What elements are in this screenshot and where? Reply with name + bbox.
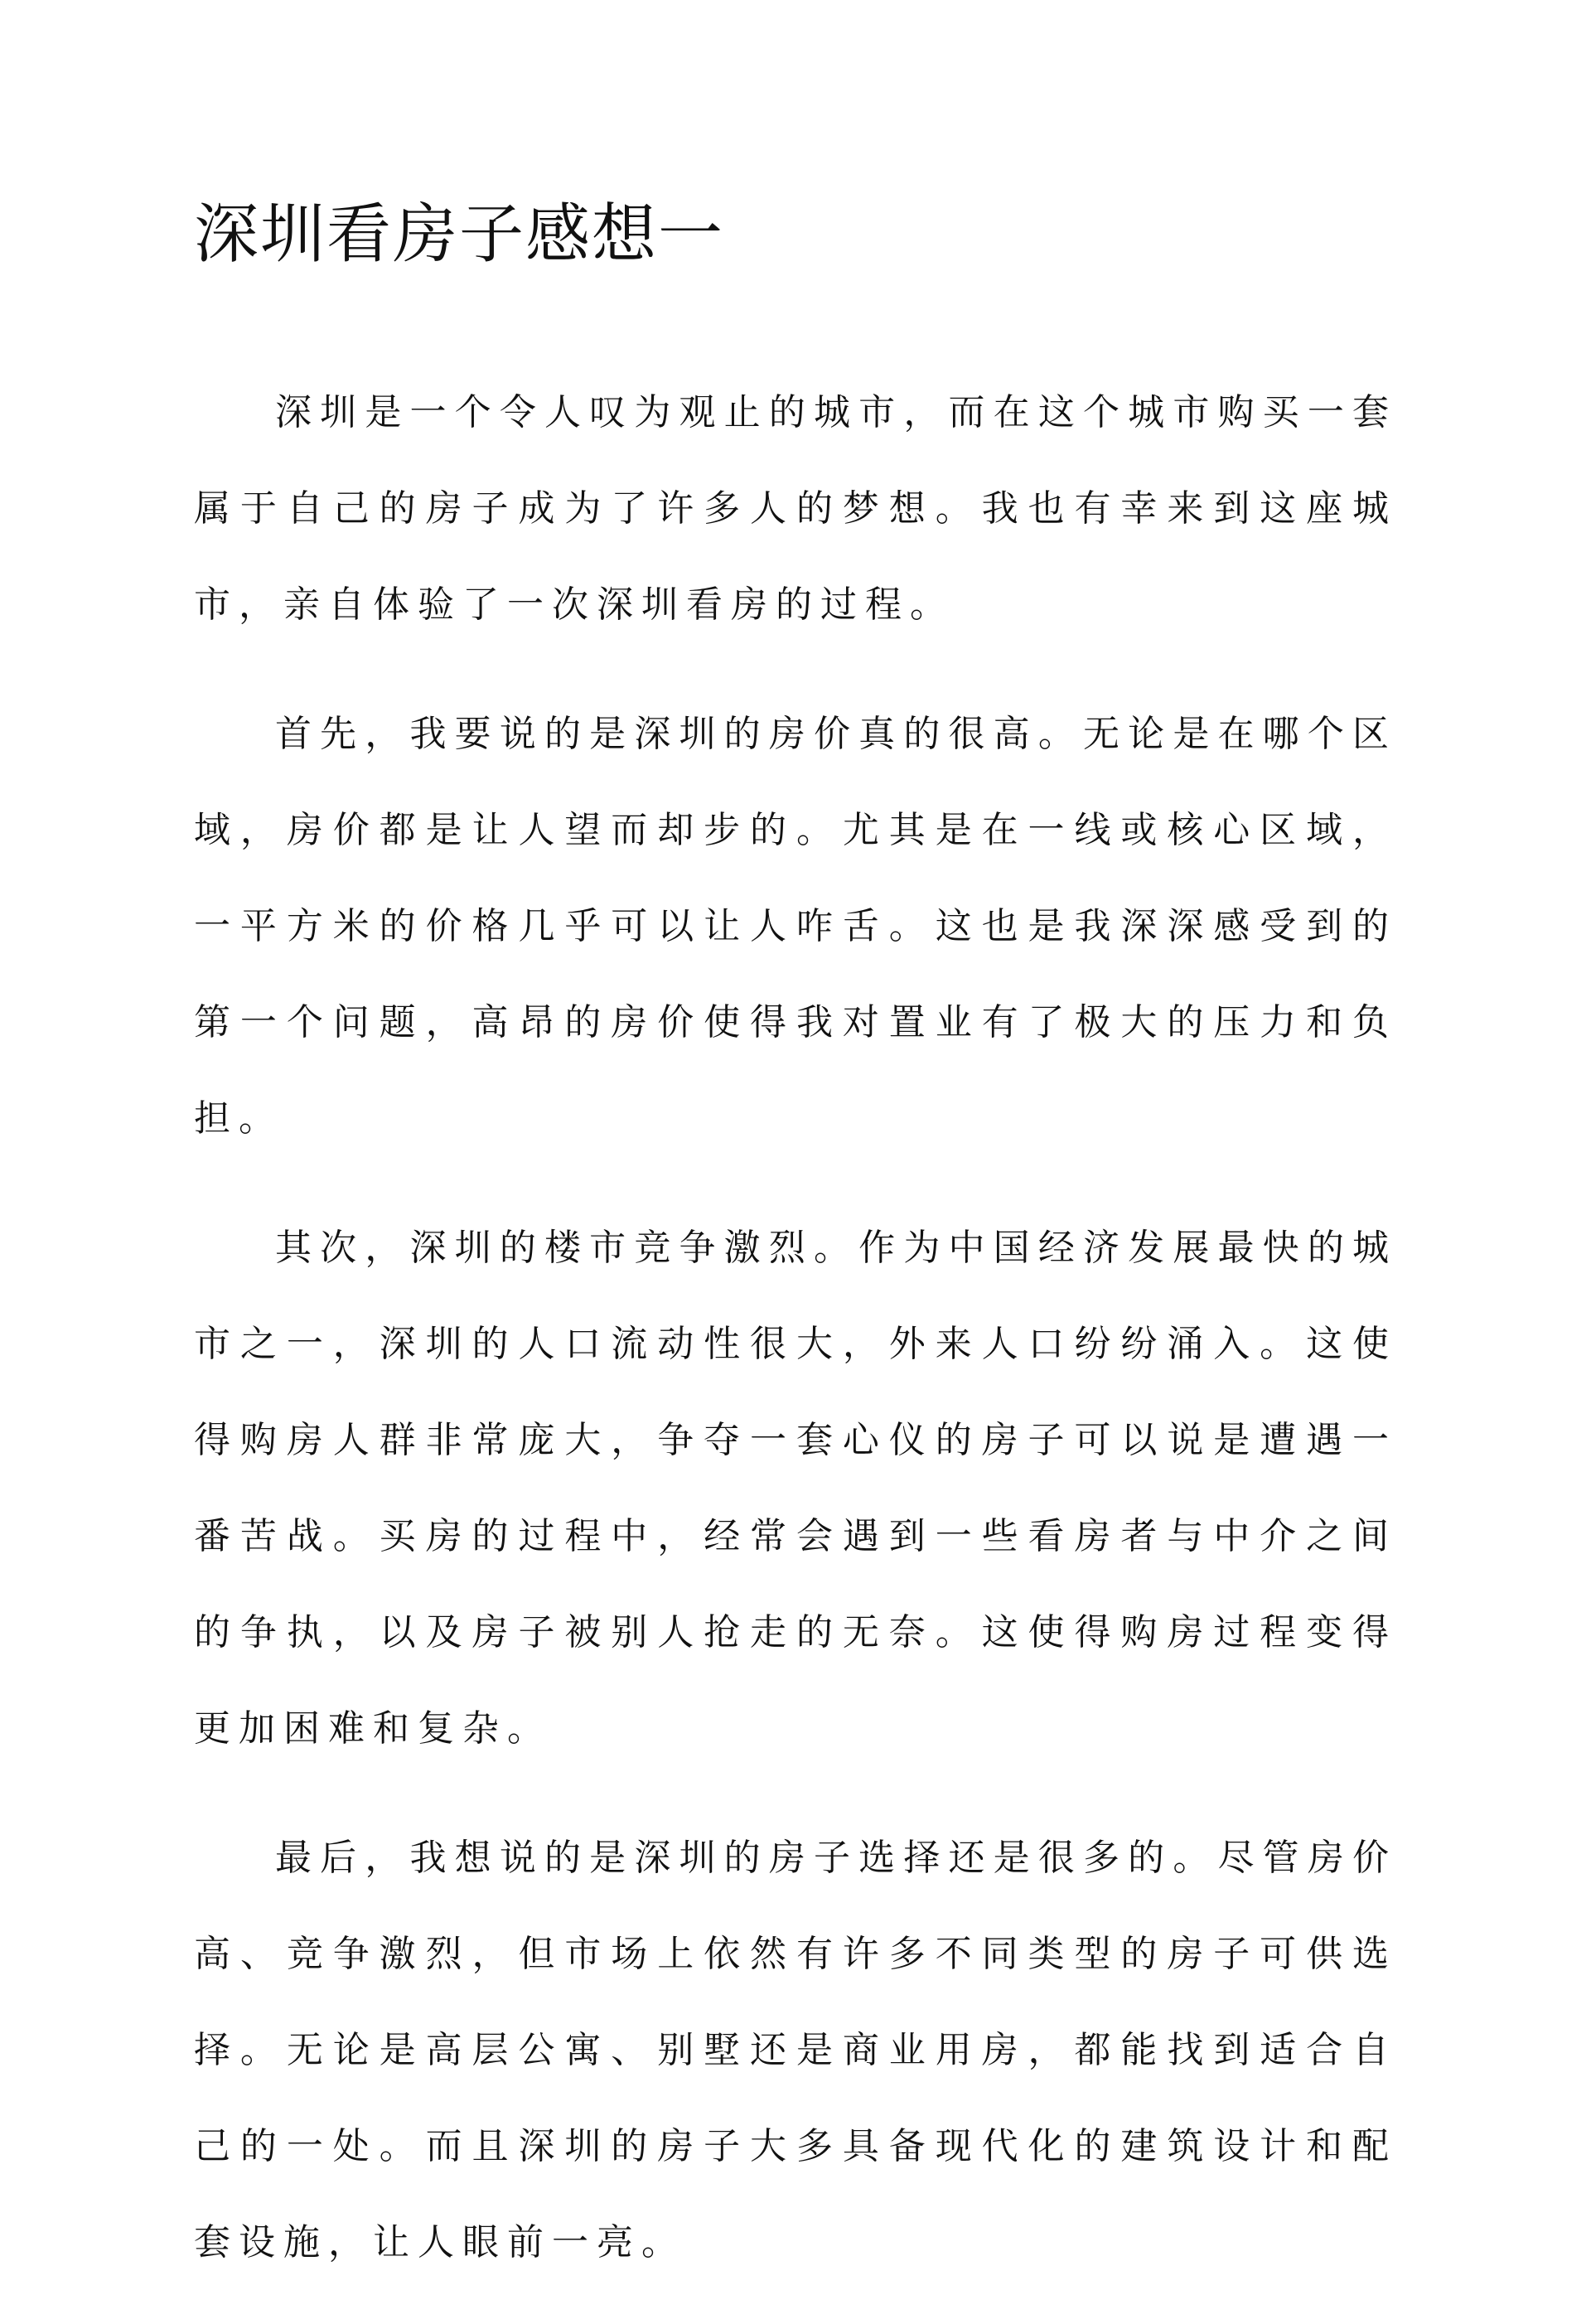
paragraph-price: 首先，我要说的是深圳的房价真的很高。无论是在哪个区域，房价都是让人望而却步的。尤其是在一线或核心区域，一平方米的价格几乎可以让人咋舌。这也是我深深感受到的第一个问题，高昂的房价使得我对置业有了极大的压力和负担。 <box>194 713 1397 1140</box>
paragraph-intro: 深圳是一个令人叹为观止的城市，而在这个城市购买一套属于自己的房子成为了许多人的梦想。我也有幸来到这座城市，亲自体验了一次深圳看房的过程。 <box>194 391 1397 626</box>
document-body <box>194 365 1397 2324</box>
paragraph-competition: 其次，深圳的楼市竞争激烈。作为中国经济发展最快的城市之一，深圳的人口流动性很大，外来人口纷纷涌入。这使得购房人群非常庞大，争夺一套心仪的房子可以说是遭遇一番苦战。买房的过程中，经常会遇到一些看房者与中介之间的争执，以及房子被别人抢走的无奈。这使得购房过程变得更加困难和复杂。 <box>194 1227 1397 1750</box>
document-title: 深圳看房子感想一 <box>194 197 725 272</box>
paragraph-choices: 最后，我想说的是深圳的房子选择还是很多的。尽管房价高、竞争激烈，但市场上依然有许多不同类型的房子可供选择。无论是高层公寓、别墅还是商业用房，都能找到适合自己的一处。而且深圳的房子大多具备现代化的建筑设计和配套设施，让人眼前一亮。 <box>194 1837 1397 2263</box>
